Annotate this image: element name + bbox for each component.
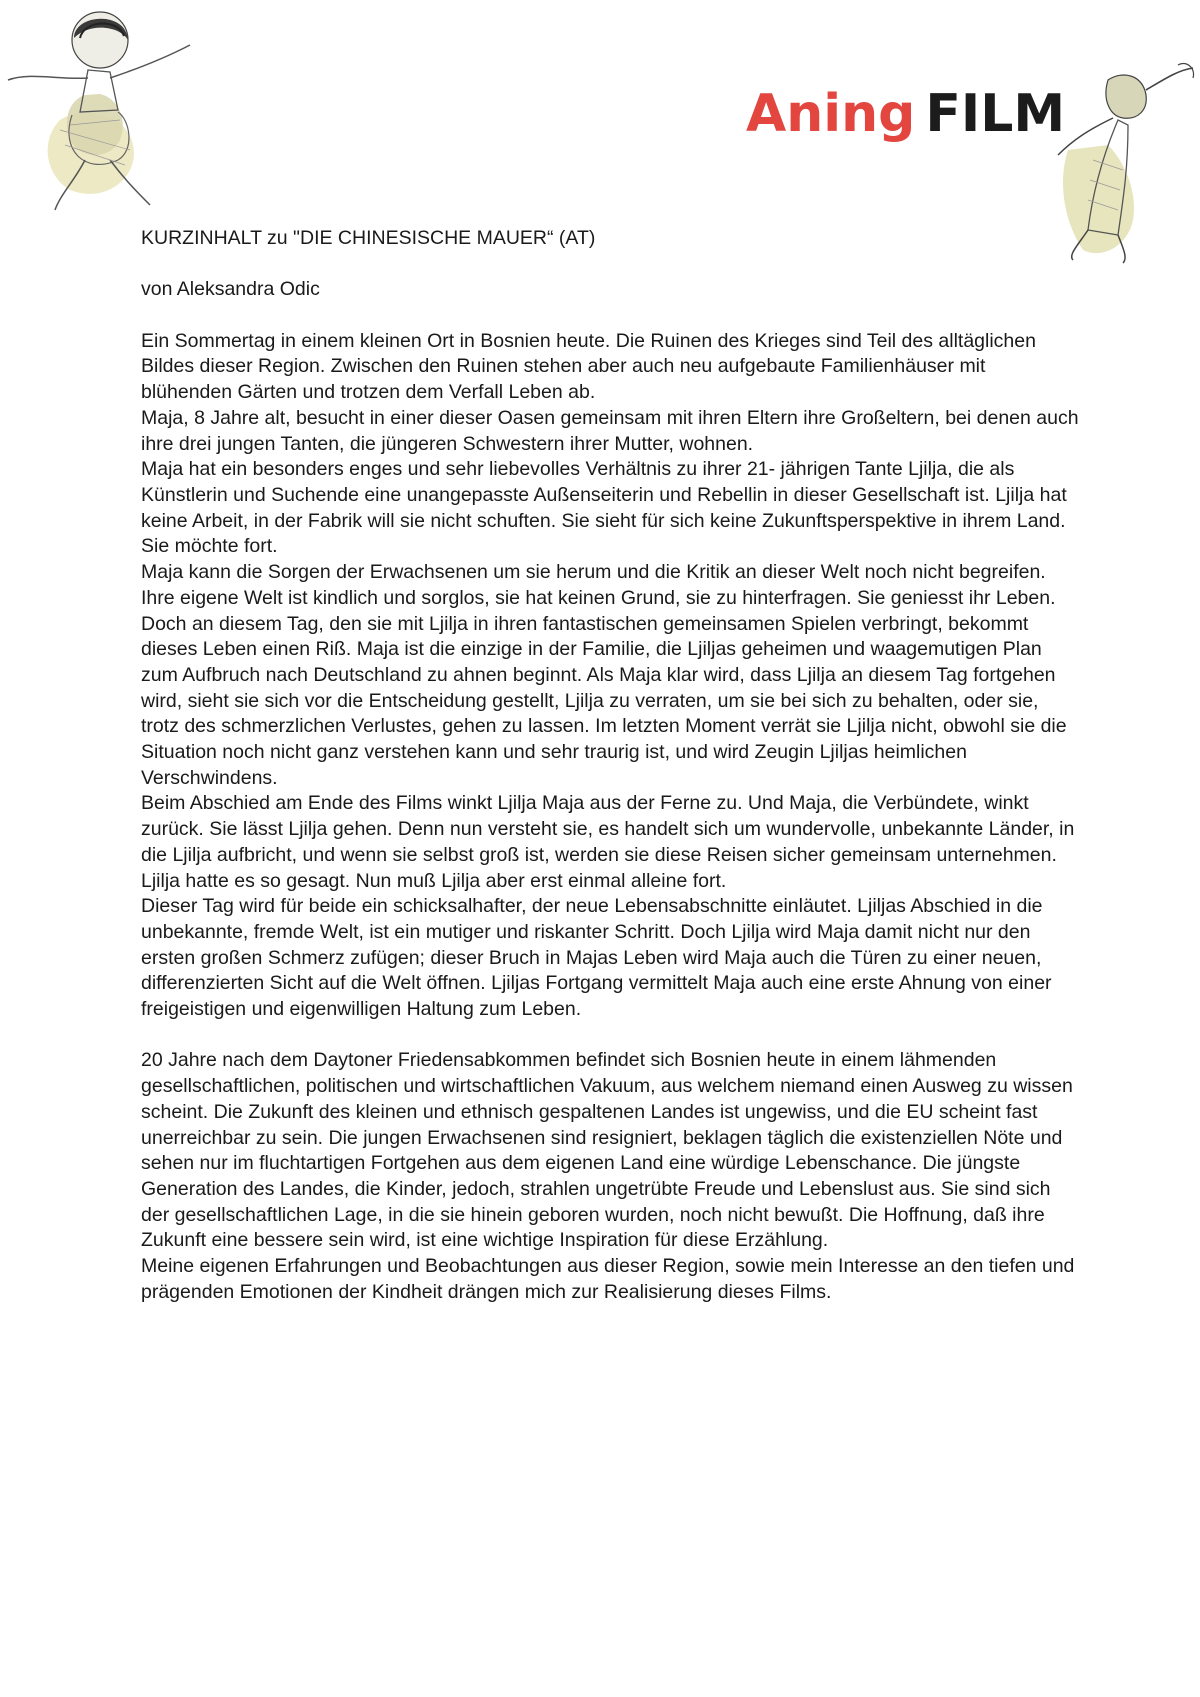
document-author: von Aleksandra Odic	[141, 278, 320, 301]
paragraph: Meine eigenen Erfahrungen und Beobachtungen aus dieser Region, sowie mein Interesse an den tiefen und prägenden Emotionen der Kindheit drängen mich zur Realisierung dieses Films.	[141, 1255, 1075, 1303]
spacer	[141, 303, 1081, 329]
logo-aning: Aning	[746, 84, 916, 144]
paragraph: Ein Sommertag in einem kleinen Ort in Bosnien heute. Die Ruinen des Krieges sind Teil des alltäglichen Bildes dieser Region. Zwischen den Ruinen stehen aber auch neu aufgebaute Familienhäuser mit blühenden Gärten und trotzen dem Verfall Leben ab.	[141, 329, 1036, 404]
aning-film-logo	[746, 84, 1065, 144]
spacer	[141, 252, 1081, 278]
synopsis-document	[141, 226, 1081, 1305]
paragraph: Maja kann die Sorgen der Erwachsenen um sie herum und die Kritik an dieser Welt noch nicht begreifen. Ihre eigene Welt ist kindlich und sorglos, sie hat keinen Grund, sie zu hinterfragen. Sie geniesst ihr Leben. Doch an diesem Tag, den sie mit Ljilja in ihren fantastischen gemeinsamen Spielen verbringt, bekommt dieses Leben einen Riß. Maja ist die einzige in der Familie, die Ljiljas geheimen und waagemutigen Plan zum Aufbruch nach Deutschland zu ahnen beginnt. Als Maja klar wird, dass Ljilja an diesem Tag fortgehen wird, sieht sie sich vor die Entscheidung gestellt, Ljilja zu verraten, um sie bei sich zu behalten, oder sie, trotz des schmerzlichen Verlustes, gehen zu lassen. Im letzten Moment verrät sie Ljilja nicht, obwohl sie die Situation noch nicht ganz verstehen kann und sehr traurig ist, und wird Zeugin Ljiljas heimlichen Verschwindens.	[141, 561, 1067, 789]
child-sketch-illustration	[0, 0, 215, 230]
spacer	[141, 1023, 1081, 1049]
paragraph: Maja, 8 Jahre alt, besucht in einer dieser Oasen gemeinsam mit ihren Eltern ihre Großeltern, bei denen auch ihre drei jungen Tanten, die jüngeren Schwestern ihrer Mutter, wohnen.	[141, 406, 1079, 455]
paragraph: Dieser Tag wird für beide ein schicksalhafter, der neue Lebensabschnitte einläutet. Ljiljas Abschied in die unbekannte, fremde Welt, ist ein mutiger und riskanter Schritt. Doch Ljilja wird Maja damit nicht nur den ersten großen Schmerz zufügen; dieser Bruch in Majas Leben wird Maja auch die Türen zu einer neuen, differenzierten Sicht auf die Welt öffnen. Ljiljas Fortgang vermittelt Maja auch eine erste Ahnung von einer freigeistigen und eigenwilligen Haltung zum Leben.	[141, 895, 1052, 1021]
paragraph: Beim Abschied am Ende des Films winkt Ljilja Maja aus der Ferne zu. Und Maja, die Verbündete, winkt zurück. Sie lässt Ljilja gehen. Denn nun versteht sie, es handelt sich um wundervolle, unbekannte Länder, in die Ljilja aufbricht, und wenn sie selbst groß ist, werden sie diese Reisen sicher gemeinsam unternehmen. Ljilja hatte es so gesagt. Nun muß Ljilja aber erst einmal alleine fort.	[141, 792, 1075, 892]
paragraph: Maja hat ein besonders enges und sehr liebevolles Verhältnis zu ihrer 21- jährigen Tante Ljilja, die als Künstlerin und Suchende eine unangepasste Außenseiterin und Rebellin in dieser Gesellschaft ist. Ljilja hat keine Arbeit, in der Fabrik will sie nicht schuften. Sie sieht für sich keine Zukunftsperspektive in ihrem Land. Sie möchte fort.	[141, 458, 1067, 558]
logo-film: FILM	[925, 84, 1066, 144]
paragraph: 20 Jahre nach dem Daytoner Friedensabkommen befindet sich Bosnien heute in einem lähmenden gesellschaftlichen, politischen und wirtschaftlichen Vakuum, aus welchem niemand einen Ausweg zu wissen scheint. Die Zukunft des kleinen und ethnisch gespaltenen Landes ist ungewiss, und die EU scheint fast unerreichbar zu sein. Die jungen Erwachsenen sind resigniert, beklagen täglich die existenziellen Nöte und sehen nur im fluchtartigen Fortgehen aus dem eigenen Land eine würdige Lebenschance. Die jüngste Generation des Landes, die Kinder, jedoch, strahlen ungetrübte Freude und Lebenslust aus. Sie sind sich der gesellschaftlichen Lage, in die sie hinein geboren wurden, noch nicht bewußt. Die Hoffnung, daß ihre Zukunft eine bessere sein wird, ist eine wichtige Inspiration für diese Erzählung.	[141, 1049, 1073, 1252]
document-title: KURZINHALT zu "DIE CHINESISCHE MAUER“ (AT)	[141, 227, 596, 249]
